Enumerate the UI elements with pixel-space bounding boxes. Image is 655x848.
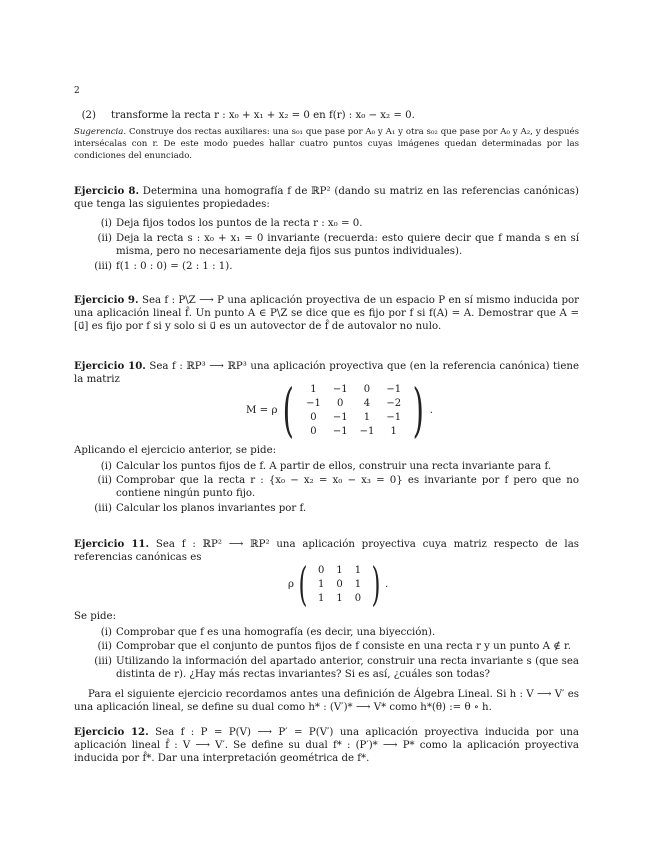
matrix-table [312, 563, 367, 605]
matrix-cell: 0 [354, 592, 362, 604]
matrix-prefix: M = ρ [246, 404, 278, 416]
item-text: Comprobar que f es una homografía (es decir, una biyección). [116, 627, 436, 638]
matrix-suffix: . [385, 578, 389, 590]
matrix-cell: −2 [386, 397, 402, 409]
exercise-8-title: Ejercicio 8. [74, 185, 139, 197]
item-label: (i) [100, 627, 112, 638]
page-number: 2 [74, 86, 80, 96]
matrix-cell: 4 [363, 397, 371, 409]
exercise-12 [74, 726, 579, 765]
matrix-cell: 1 [363, 411, 371, 423]
matrix-cell: −1 [386, 383, 402, 395]
right-paren: ) [412, 376, 425, 444]
matrix-prefix: ρ [288, 578, 294, 590]
matrix-cell: 1 [336, 592, 343, 604]
exercise-9-title: Ejercicio 9. [74, 294, 139, 306]
item-text: Calcular los puntos fijos de f. A partir de ellos, construir una recta invariante para f. [116, 461, 552, 472]
exercise-9 [74, 294, 579, 333]
item-label: (i) [100, 461, 112, 472]
matrix-cell: 1 [354, 564, 362, 576]
item-text: Deja la recta s : x₀ + x₁ = 0 invariante (recuerda: esto quiere decir que f manda s en sí misma, pero no necesariamente deja fijos sus puntos individuales). [116, 233, 579, 257]
matrix-cell: 1 [336, 564, 343, 576]
item-text: Comprobar que el conjunto de puntos fijos de f consiste en una recta r y un punto A ∉ r. [116, 641, 571, 652]
exercise-9-text: Sea f : P\Z ⟶ P una aplicación proyectiva de un espacio P en sí mismo inducida por una aplicación lineal f̂. Un punto A ∈ P\Z se dice que es fijo por f si f(A) = A. Demostrar que A = [u⃗] es fijo por f si y solo si u⃗ es un autovector de f̂ de autovalor no nulo. [74, 295, 579, 332]
matrix-cell: 1 [354, 578, 362, 590]
matrix-cell: 1 [310, 383, 317, 395]
exercise-11-text: Sea f : ℝP² ⟶ ℝP² una aplicación proyectiva cuya matriz respecto de las referencias canónicas es [74, 539, 579, 563]
exercise-12-title: Ejercicio 12. [74, 726, 149, 738]
item-text: transforme la recta r : x₀ + x₁ + x₂ = 0 en f(r) : x₀ − x₂ = 0. [111, 110, 415, 121]
matrix-cell: 0 [363, 383, 371, 395]
matrix-cell: 1 [390, 425, 397, 437]
matrix-cell: −1 [332, 425, 348, 437]
exercise-8-text: Determina una homografía f de ℝP² (dando su matriz en las referencias canónicas) que tenga las siguientes propiedades: [74, 186, 579, 210]
item-label: (ii) [97, 641, 112, 652]
item-label: (ii) [97, 475, 112, 486]
left-paren: ( [283, 376, 295, 444]
matrix-cell: 0 [310, 411, 317, 423]
matrix-cell: −1 [386, 411, 402, 423]
left-paren: ( [298, 557, 308, 611]
item-text: Calcular los planos invariantes por f. [116, 503, 307, 514]
matrix-cell: 0 [317, 564, 325, 576]
item-label: (2) [81, 110, 96, 121]
exercise-11-title: Ejercicio 11. [74, 538, 150, 550]
hint [74, 126, 579, 162]
item-text: Utilizando la información del apartado anterior, construir una recta invariante s (que sea distinta de r). ¿Hay más rectas invariantes? Si es así, ¿cuáles son todas? [116, 656, 579, 680]
right-paren: ) [371, 557, 381, 611]
item-label: (iii) [94, 503, 112, 514]
item-text: f(1 : 0 : 0) = (2 : 1 : 1). [116, 261, 233, 272]
hint-text: Construye dos rectas auxiliares: una s₀₁ que pase por A₀ y A₁ y otra s₀₂ que pase por A₀ y A₂, y después intersécalas con r. De este modo puedes hallar cuatro puntos cuyas imágenes quedan determinadas por las condiciones del enunciado. [74, 127, 579, 161]
matrix-cell: 1 [317, 578, 325, 590]
item-label: (i) [100, 218, 112, 229]
exercise-10-title: Ejercicio 10. [74, 360, 146, 372]
exercise-8 [74, 185, 579, 211]
item-label: (iii) [94, 656, 112, 667]
matrix-cell: −1 [359, 425, 375, 437]
matrix-cell: 0 [337, 397, 344, 409]
exercise-10-after: Aplicando el ejercicio anterior, se pide: [74, 445, 277, 456]
matrix-cell: −1 [332, 411, 348, 423]
exercise-10-text: Sea f : ℝP³ ⟶ ℝP³ una aplicación proyectiva que (en la referencia canónica) tiene la matriz [74, 361, 579, 385]
matrix-11 [288, 557, 389, 611]
hint-label: Sugerencia. [74, 127, 127, 137]
matrix-cell: −1 [332, 383, 348, 395]
matrix-cell: 0 [310, 425, 317, 437]
item-text: Comprobar que la recta r : {x₀ − x₂ = x₀ − x₃ = 0} es invariante por f pero que no contiene ningún punto fijo. [116, 475, 579, 499]
exercise-11-after: Se pide: [74, 611, 117, 622]
paragraph: Para el siguiente ejercicio recordamos antes una definición de Álgebra Lineal. Si h : V ⟶ V′ es una aplicación lineal, se define su dual como h* : (V′)* ⟶ V* como h*(θ) := θ ∘ h. [74, 689, 579, 713]
item-text: Deja fijos todos los puntos de la recta r : x₀ = 0. [116, 218, 363, 229]
matrix-table [300, 382, 407, 438]
matrix-cell: 1 [317, 592, 325, 604]
matrix-cell: 0 [336, 578, 343, 590]
exercise-12-text: Sea f : P = P(V) ⟶ P′ = P(V′) una aplicación proyectiva inducida por una aplicación lineal f̂ : V ⟶ V′. Se define su dual f* : (P′)* ⟶ P* como la aplicación proyectiva inducida por f̂*. Dar una interpretación geométrica de f*. [74, 727, 579, 764]
item-label: (iii) [94, 261, 112, 272]
item-label: (ii) [97, 233, 112, 244]
matrix-suffix: . [429, 404, 433, 416]
matrix-M [246, 376, 433, 444]
matrix-cell: −1 [306, 397, 321, 409]
